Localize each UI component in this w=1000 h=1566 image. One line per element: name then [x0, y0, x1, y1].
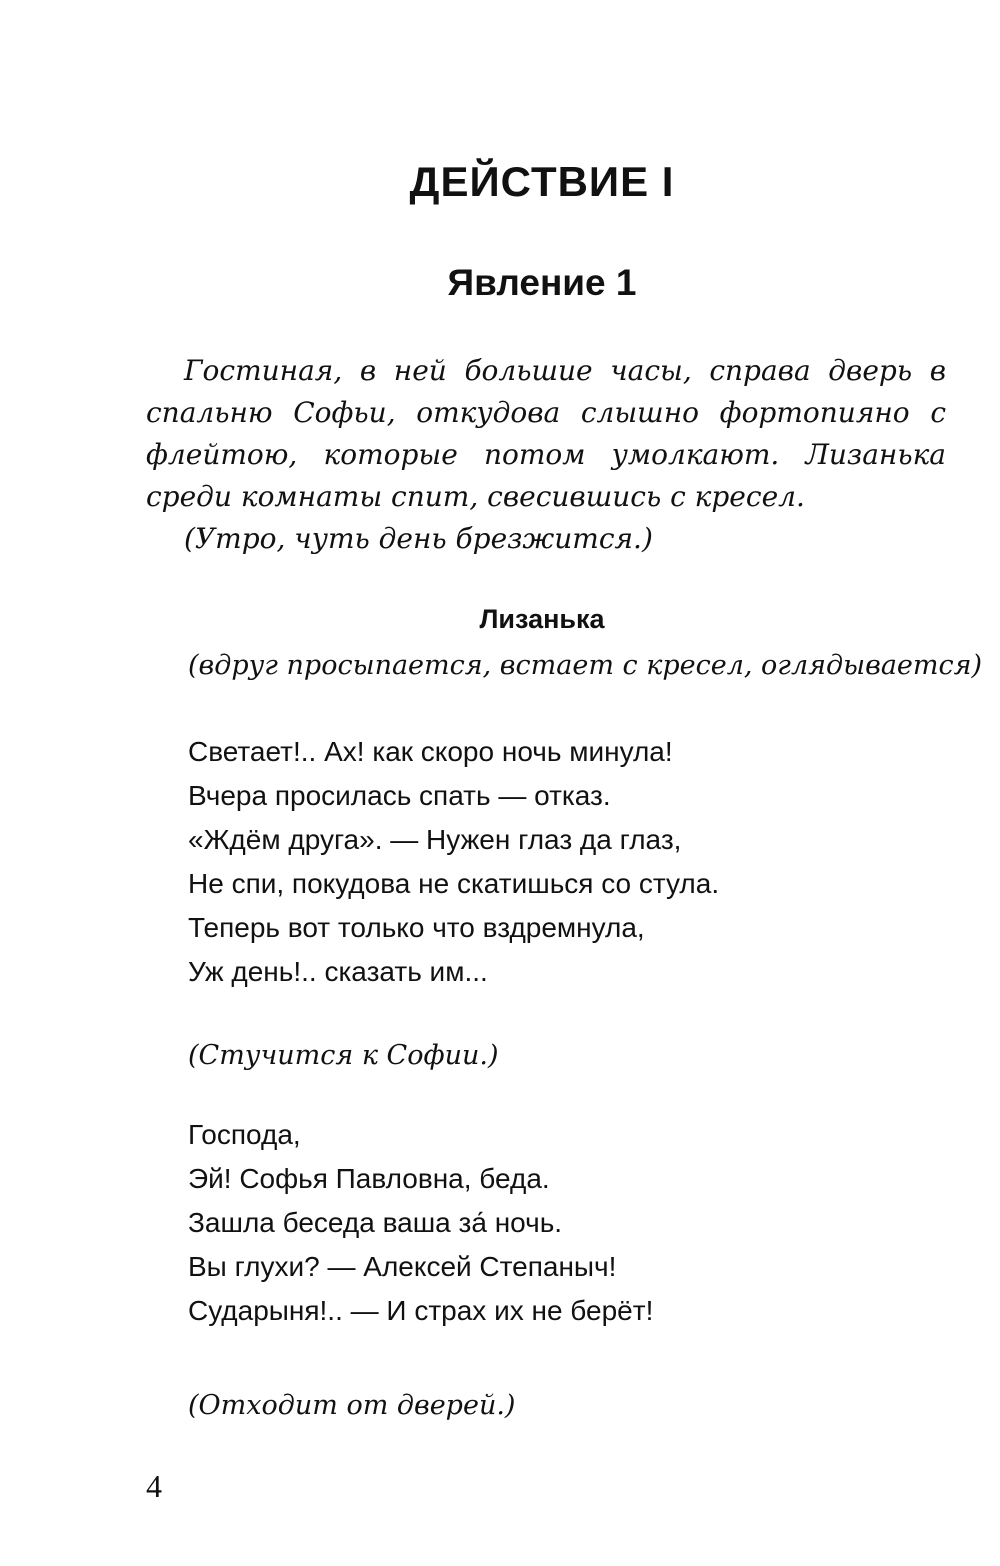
verse-block-1	[188, 730, 719, 994]
verse-line: Не спи, покудова не скатишься со стула.	[188, 868, 720, 899]
speaker-direction: (вдруг просыпается, встает с кресел, оглядывается)	[188, 650, 983, 681]
verse-line: Сударыня!.. — И страх их не берёт!	[188, 1295, 654, 1326]
verse-line: Господа,	[188, 1119, 301, 1150]
verse-line: Вчера просилась спать — отказ.	[188, 780, 611, 811]
act-title: ДЕЙСТВИЕ I	[409, 158, 675, 205]
scene-title: Явление 1	[447, 262, 637, 303]
verse-line: «Ждём друга». — Нужен глаз да глаз,	[188, 824, 682, 855]
verse-line: Теперь вот только что вздремнула,	[188, 912, 645, 943]
page-number: 4	[146, 1468, 162, 1504]
stage-direction-leave: (Отходит от дверей.)	[188, 1390, 516, 1421]
verse-line: Уж день!.. сказать им...	[188, 956, 488, 987]
verse-line: Вы глухи? — Алексей Степаныч!	[188, 1251, 617, 1282]
stage-direction-setting: Гостиная, в ней большие часы, справа дверь в спальню Софьи, откудова слышно фортопияно с флейтою, которые потом умолкают. Лизанька среди комнаты спит, свесившись с кресел.	[146, 354, 946, 513]
stage-direction-time: (Утро, чуть день брезжится.)	[184, 522, 653, 555]
verse-line: Зашла беседа ваша за́ ночь.	[188, 1207, 563, 1238]
verse-line: Светает!.. Ах! как скоро ночь минула!	[188, 736, 673, 767]
stage-direction-knock: (Стучится к Софии.)	[188, 1040, 499, 1071]
speaker-name: Лизанька	[479, 604, 605, 634]
verse-line: Эй! Софья Павловна, беда.	[188, 1163, 550, 1194]
verse-block-2	[188, 1113, 653, 1333]
